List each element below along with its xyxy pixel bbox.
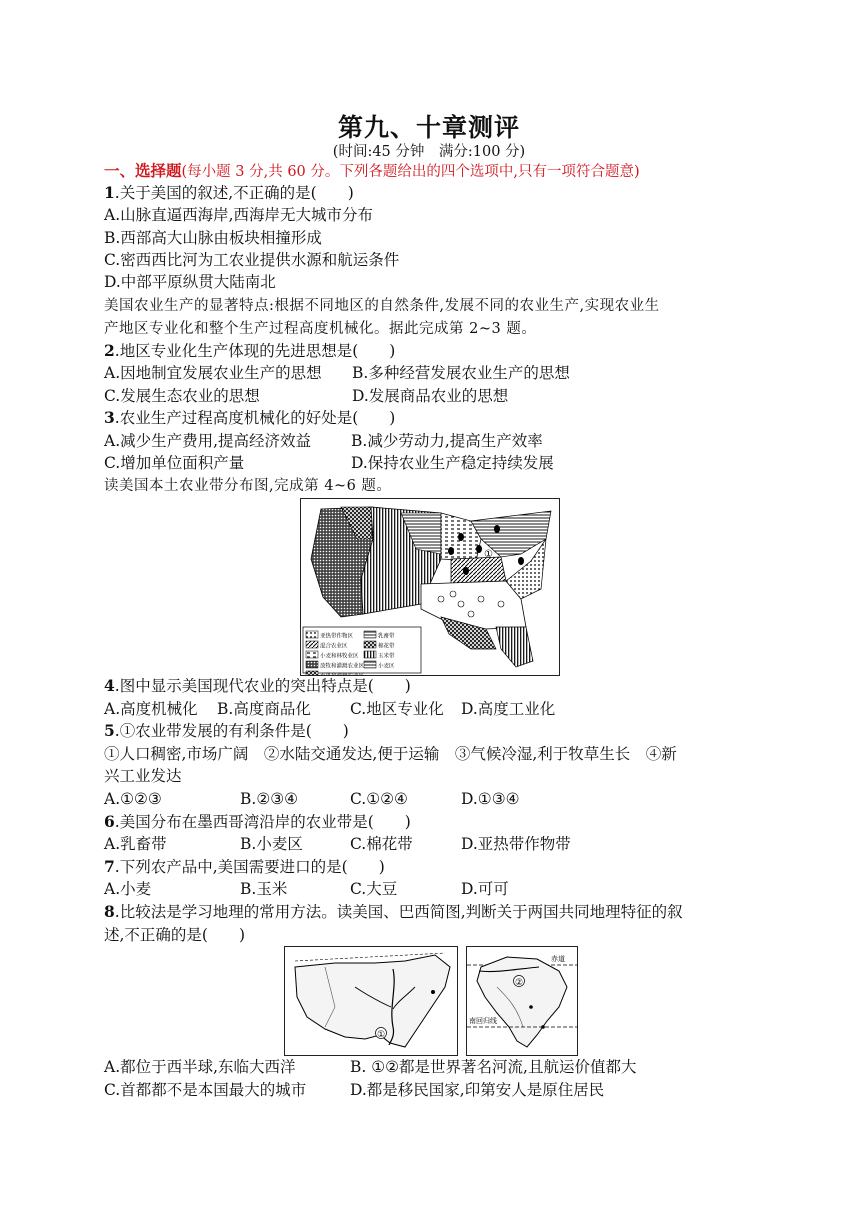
question-8-stem (104, 901, 683, 923)
question-3-stem (104, 407, 395, 429)
q4-option-c: C.地区专业化 (350, 700, 444, 718)
q4-option-a: A.高度机械化 (104, 700, 198, 718)
question-number: 4 (104, 676, 115, 695)
q1-option-b: B.西部高大山脉由板块相撞形成 (104, 229, 322, 247)
q5-option-d: D.①③④ (461, 790, 520, 808)
q3-option-d: D.保持农业生产稳定持续发展 (351, 454, 554, 472)
q3-option-c: C.增加单位面积产量 (104, 454, 245, 472)
legend-label: 放牧和灌溉农业区 (320, 663, 365, 670)
q7-option-b: B.玉米 (240, 880, 288, 898)
question-text: .图中显示美国现代农业的突出特点是( ) (114, 677, 411, 695)
q6-option-b: B.小麦区 (240, 835, 303, 853)
q6-option-d: D.亚热带作物带 (461, 835, 571, 853)
legend-swatch (306, 631, 318, 638)
q2-option-b: B.多种经营发展农业生产的思想 (352, 364, 570, 382)
q8-option-b: B. ①②都是世界著名河流,且航运价值都大 (350, 1058, 637, 1076)
q7-option-d: D.可可 (461, 880, 509, 898)
question-text: .①农业带发展的有利条件是( ) (114, 722, 349, 740)
question-text: .农业生产过程高度机械化的好处是( ) (114, 409, 396, 427)
question-6-stem (104, 811, 411, 833)
page-title: 第九、十章测评 (337, 113, 520, 142)
brazil-map (466, 946, 578, 1056)
question-4-stem (104, 675, 411, 697)
question-5-stem (104, 720, 349, 742)
q7-option-c: C.大豆 (350, 880, 398, 898)
q3-option-b: B.减少劳动力,提高生产效率 (351, 432, 543, 450)
question-number: 7 (104, 857, 115, 876)
legend-label: 混合农业区 (320, 643, 348, 650)
q1-option-c: C.密西西比河为工农业提供水源和航运条件 (104, 251, 400, 269)
section-heading (104, 160, 640, 183)
legend-swatch (306, 651, 318, 658)
map3-marker: ② (515, 978, 524, 988)
q1-option-a: A.山脉直逼西海岸,西海岸无大城市分布 (104, 206, 374, 224)
material-1-line-1: 美国农业生产的显著特点:根据不同地区的自然条件,发展不同的农业生产,实现农业生 (104, 298, 660, 314)
legend-label: 棉花带 (378, 643, 395, 650)
question-text: .下列农产品中,美国需要进口的是( ) (114, 858, 385, 876)
legend-label: 乳畜带 (378, 633, 395, 640)
q5-option-a: A.①②③ (104, 790, 162, 808)
legend-swatch (364, 631, 376, 638)
question-8-stem-line-2: 述,不正确的是( ) (104, 926, 246, 944)
legend-swatch (364, 661, 376, 668)
q5-option-b: B.②③④ (240, 790, 299, 808)
us-outline-map-svg (285, 947, 457, 1055)
question-number: 6 (104, 812, 115, 831)
q5-statements-line-2: 兴工业发达 (104, 767, 182, 785)
legend-swatch (364, 641, 376, 648)
material-1-line-2: 产地区专业化和整个生产过程高度机械化。据此完成第 2~3 题。 (104, 321, 537, 337)
legend-label: 小麦区 (378, 663, 395, 670)
brazil-map-svg (467, 947, 577, 1055)
legend-label: 亚热带作物区 (320, 633, 354, 640)
q4-option-b: B.高度商品化 (217, 700, 311, 718)
legend-label: 小麦和林牧业区 (320, 653, 359, 660)
q8-option-c: C.首都都不是本国最大的城市 (104, 1081, 307, 1099)
q1-option-d: D.中部平原纵贯大陆南北 (104, 273, 276, 291)
q2-option-a: A.因地制宜发展农业生产的思想 (104, 364, 322, 382)
map2-marker: ① (377, 1030, 386, 1040)
section-note: (每小题 3 分,共 60 分。下列各题给出的四个选项中,只有一项符合题意) (181, 164, 640, 180)
map1-marker: ① (484, 549, 493, 560)
us-agriculture-map-svg (301, 499, 559, 675)
q5-statements-line-1: ①人口稠密,市场广阔 ②水陆交通发达,便于运输 ③气候冷湿,利于牧草生长 ④新 (104, 745, 677, 763)
q8-option-d: D.都是移民国家,印第安人是原住居民 (350, 1081, 605, 1099)
q7-option-a: A.小麦 (104, 880, 152, 898)
q4-option-d: D.高度工业化 (461, 700, 556, 718)
question-2-stem (104, 340, 395, 362)
equator-label: 赤道 (551, 955, 565, 963)
question-number: 5 (104, 721, 115, 740)
question-number: 1 (104, 183, 115, 202)
question-1-stem (104, 182, 354, 204)
question-text: .美国分布在墨西哥湾沿岸的农业带是( ) (114, 813, 411, 831)
question-number: 8 (104, 902, 115, 921)
material-2: 读美国本土农业带分布图,完成第 4~6 题。 (104, 478, 392, 494)
legend-swatch (306, 661, 318, 668)
q3-option-a: A.减少生产费用,提高经济效益 (104, 432, 312, 450)
q2-option-d: D.发展商品农业的思想 (352, 387, 509, 405)
exam-info: (时间:45 分钟 满分:100 分) (332, 144, 526, 160)
q6-option-c: C.棉花带 (350, 835, 413, 853)
q8-option-a: A.都位于西半球,东临大西洋 (104, 1058, 296, 1076)
tropic-label: 南回归线 (469, 1017, 497, 1025)
question-text: .比较法是学习地理的常用方法。读美国、巴西简图,判断关于两国共同地理特征的叙 (114, 903, 683, 921)
legend-swatch (364, 651, 376, 658)
map-legend (306, 631, 395, 675)
question-number: 3 (104, 408, 115, 427)
question-text: .地区专业化生产体现的先进思想是( ) (114, 342, 396, 360)
section-title: 一、选择题 (104, 161, 182, 180)
us-outline-map (284, 946, 458, 1056)
legend-swatch (306, 641, 318, 648)
question-7-stem (104, 856, 385, 878)
legend-label: 玉米带 (378, 653, 395, 660)
q5-option-c: C.①②④ (350, 790, 408, 808)
q2-option-c: C.发展生态农业的思想 (104, 387, 260, 405)
us-agriculture-map (300, 498, 560, 676)
q6-option-a: A.乳畜带 (104, 835, 167, 853)
question-text: .关于美国的叙述,不正确的是( ) (114, 184, 354, 202)
question-number: 2 (104, 341, 115, 360)
